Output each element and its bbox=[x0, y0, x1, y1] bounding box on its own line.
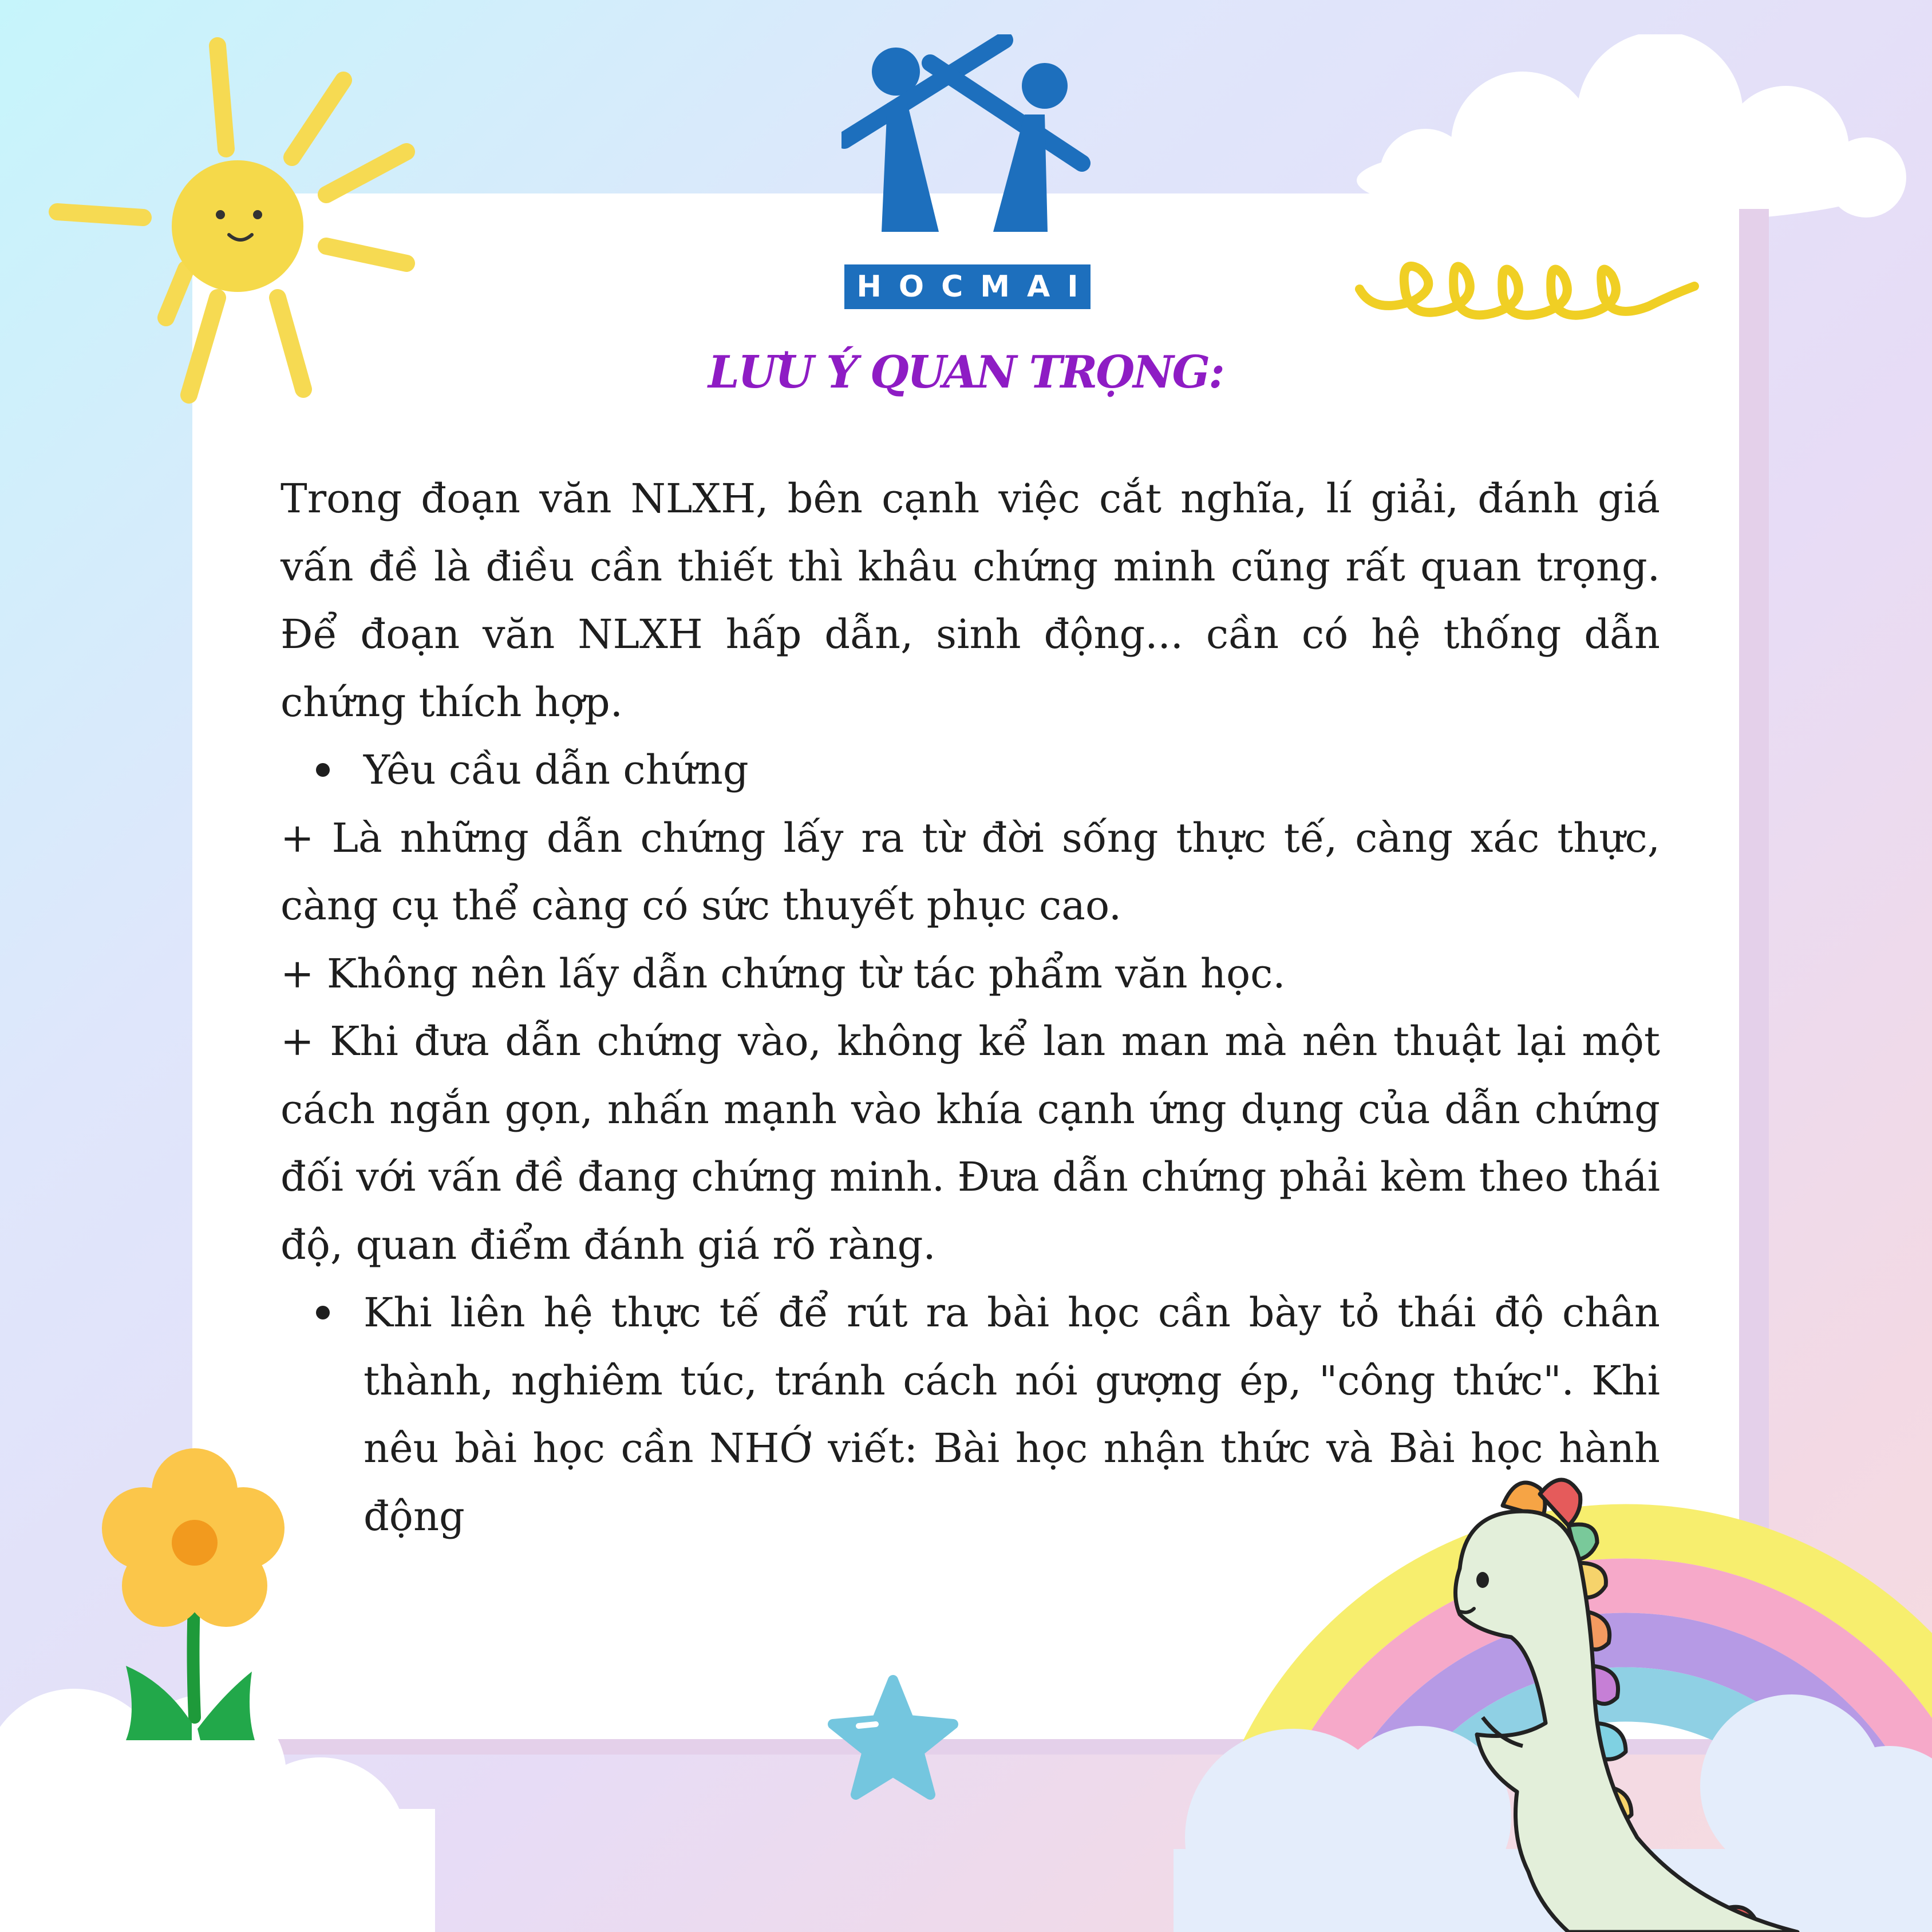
point-paragraph: + Không nên lấy dẫn chứng từ tác phẩm văn học. bbox=[280, 950, 1286, 997]
intro-paragraph: Trong đoạn văn NLXH, bên cạnh việc cắt nghĩa, lí giải, đánh giá vấn đề là điều cần thiết thì khâu chứng minh cũng rất quan trọng. Để đoạn văn NLXH hấp dẫn, sinh động... cần có hệ thống dẫn chứng thích hợp. bbox=[280, 475, 1660, 726]
bullet-item-lesson: Khi liên hệ thực tế để rút ra bài học cần bày tỏ thái độ chân thành, nghiêm túc, tránh cách nói gượng ép, "công thức". Khi nêu bài học cần NHỚ viết: Bài học nhận thức và Bài học hành động bbox=[280, 1279, 1660, 1550]
flower-icon bbox=[92, 1443, 303, 1763]
page-title: LƯU Ý QUAN TRỌNG: bbox=[708, 346, 1223, 398]
bullet-list-1 bbox=[280, 736, 1660, 804]
point-paragraph: + Là những dẫn chứng lấy ra từ đời sống thực tế, càng xác thực, càng cụ thể càng có sức thuyết phục cao. bbox=[280, 814, 1660, 929]
squiggle-icon bbox=[1351, 246, 1706, 338]
bullet-item-requirements: Yêu cầu dẫn chứng bbox=[280, 736, 1660, 804]
star-icon bbox=[824, 1672, 962, 1809]
point-paragraph: + Khi đưa dẫn chứng vào, không kể lan man mà nên thuật lại một cách ngắn gọn, nhấn mạnh vào khía cạnh ứng dụng của dẫn chứng đối với vấn đề đang chứng minh. Đưa dẫn chứng phải kèm theo thái độ, quan điểm đánh giá rõ ràng. bbox=[280, 1018, 1660, 1269]
dinosaur-icon bbox=[1397, 1471, 1932, 1932]
logo-mark-icon bbox=[841, 34, 1093, 235]
hocmai-logo bbox=[841, 34, 1096, 304]
main-content bbox=[280, 465, 1660, 1550]
logo-text: HOCMAI bbox=[844, 264, 1091, 309]
